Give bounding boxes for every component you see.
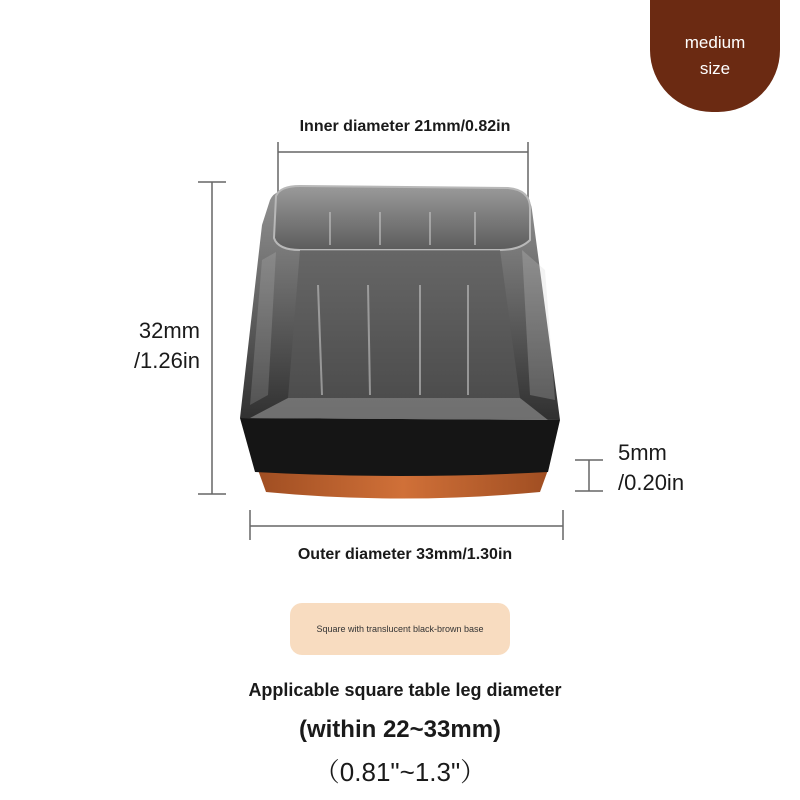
badge-line-1: medium <box>684 33 746 52</box>
range-in: （0.81"~1.3"） <box>313 757 487 787</box>
outer-dimension-line <box>250 510 563 540</box>
outer-diameter-label: Outer diameter 33mm/1.30in <box>297 546 513 563</box>
base-height-label <box>618 438 684 498</box>
base-in: /0.20in <box>618 470 685 495</box>
range-mm: (within 22~33mm) <box>298 716 502 743</box>
applicable-title: Applicable square table leg diameter <box>248 680 562 700</box>
height-in: /1.26in <box>133 348 200 373</box>
chair-leg-cap-icon <box>240 186 560 499</box>
base-mm: 5mm <box>618 440 667 465</box>
base-dimension-line <box>575 460 603 491</box>
height-dimension-line <box>198 182 226 494</box>
badge-line-2: size <box>699 59 731 78</box>
height-label <box>90 316 200 376</box>
description-pill: Square with translucent black-brown base <box>290 603 510 655</box>
height-mm: 32mm <box>138 318 200 343</box>
inner-diameter-label: Inner diameter 21mm/0.82in <box>299 118 511 135</box>
